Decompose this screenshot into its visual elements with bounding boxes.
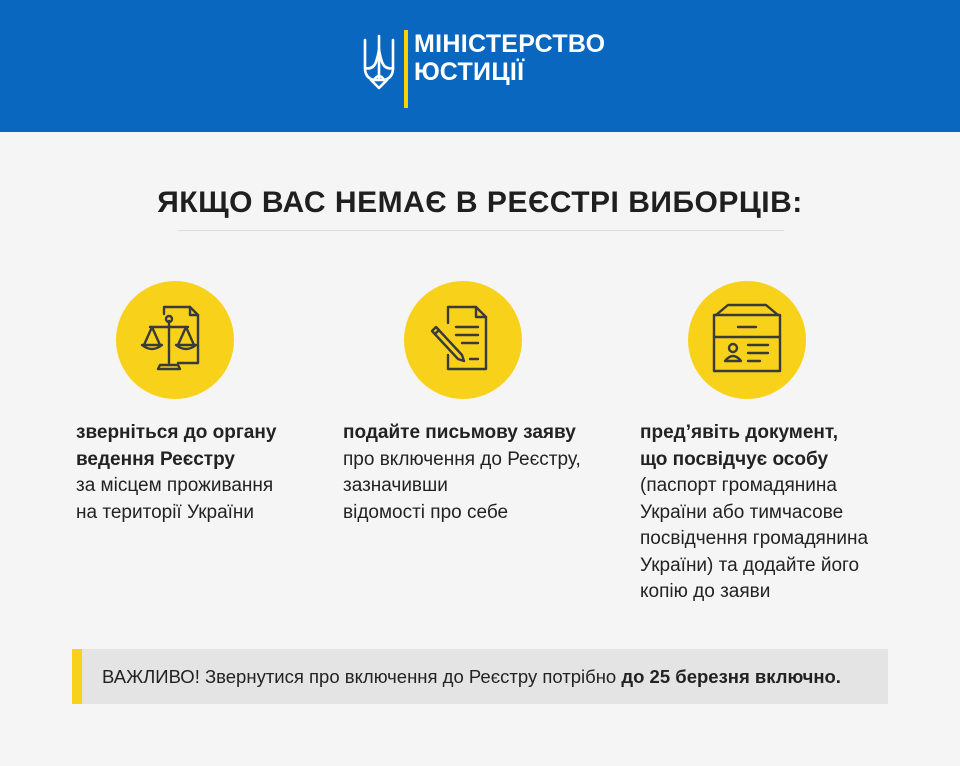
logo-line-2: ЮСТИЦІЇ <box>414 58 525 86</box>
step-1-bold-line-1: зверніться до органу <box>76 422 277 443</box>
logo-divider <box>404 30 408 108</box>
step-3-line-3: посвідчення громадянина <box>640 528 869 549</box>
step-3-line-2: України або тимчасове <box>640 501 844 523</box>
header-banner <box>0 0 960 132</box>
trident-icon <box>362 34 396 90</box>
note-text <box>102 649 841 704</box>
id-card-icon <box>688 281 806 399</box>
step-3-bold-line-1: пред’явіть документ, <box>640 422 839 443</box>
step-3-line-1: (паспорт громадянина <box>640 475 837 496</box>
step-3-line-5: копію до заяви <box>640 581 771 602</box>
logo-text <box>414 30 605 86</box>
step-1-text <box>76 420 316 526</box>
step-2-text <box>343 420 603 526</box>
step-2-line-2: зазначивши <box>343 475 448 496</box>
logo-line-1: МІНІСТЕРСТВО <box>414 30 606 58</box>
scales-document-icon <box>116 281 234 399</box>
step-3-bold-line-2: що посвідчує особу <box>640 448 829 470</box>
ministry-logo <box>362 30 622 112</box>
step-1-line-1: за місцем проживання <box>76 475 274 496</box>
step-1-bold-line-2: ведення Реєстру <box>76 448 235 470</box>
step-3-text <box>640 420 910 606</box>
note-deadline: до 25 березня включно. <box>621 666 841 687</box>
important-note <box>72 649 888 704</box>
step-2-line-1: про включення до Реєстру, <box>343 448 581 470</box>
step-2-bold-line-1: подайте письмову заяву <box>343 422 576 443</box>
title-divider <box>178 230 784 231</box>
note-prefix: ВАЖЛИВО! Звернутися про включення до Реєстру потрібно <box>102 666 622 687</box>
step-1-line-2: на території України <box>76 501 255 523</box>
note-accent-bar <box>72 649 82 704</box>
page-title: ЯКЩО ВАС НЕМАЄ В РЕЄСТРІ ВИБОРЦІВ: <box>157 186 803 219</box>
step-2-line-3: відомості про себе <box>343 501 509 523</box>
write-application-icon <box>404 281 522 399</box>
step-3-line-4: України) та додайте його <box>640 554 860 576</box>
